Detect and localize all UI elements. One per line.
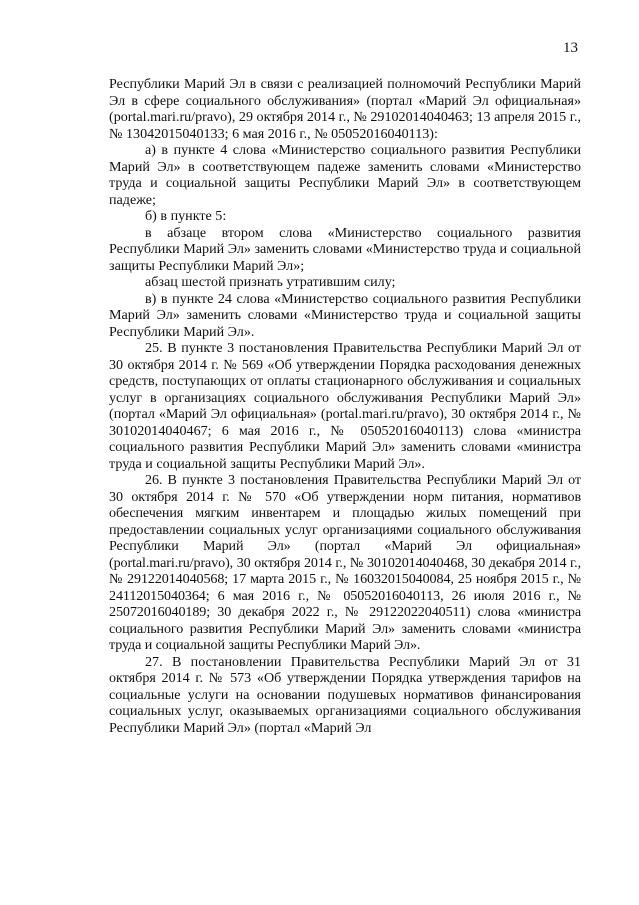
paragraph-26: 26. В пункте 3 постановления Правительства Республики Марий Эл от 30 октября 2014 г. № 570 «Об утверждении норм питания, нормативов обеспечения мягким инвентарем и площадью жилых помещений при предоставлении социальных услуг организациями социального обслуживания Республики Марий Эл» (портал «Марий Эл официальная» (portal.mari.ru/pravo), 30 октября 2014 г., № 30102014040468, 30 декабря 2014 г., № 29122014040568; 17 марта 2015 г., № 16032015040084, 25 ноября 2015 г., № 24112015040364; 6 мая 2016 г., № 05052016040113, 26 июля 2016 г., № 25072016040189; 30 декабря 2022 г., № 29122022040511) слова «министра социального развития Республики Марий Эл» заменить словами «министра труда и социальной защиты Республики Марий Эл». [109,472,581,653]
paragraph-25: 25. В пункте 3 постановления Правительства Республики Марий Эл от 30 октября 2014 г. № 569 «Об утверждении Порядка расходования денежных средств, поступающих от оплаты стационарного обслуживания и социальных услуг в организациях социального обслуживания Республики Марий Эл» (портал «Марий Эл официальная» (portal.mari.ru/pravo), 30 октября 2014 г., № 30102014040467; 6 мая 2016 г., № 05052016040113) слова «министра социального развития Республики Марий Эл» заменить словами «министра труда и социальной защиты Республики Марий Эл». [109,340,581,472]
paragraph-item-b-sixth-abzac: абзац шестой признать утратившим силу; [145,274,396,290]
paragraph-item-a: а) в пункте 4 слова «Министерство социального развития Республики Марий Эл» в соответствующем падеже заменить словами «Министерство труда и социальной защиты Республики Марий Эл» в соответствующем падеже; [109,142,581,208]
paragraph-item-b: б) в пункте 5: [145,208,227,224]
page-number: 13 [563,40,578,56]
paragraph-item-v: в) в пункте 24 слова «Министерство социального развития Республики Марий Эл» заменить словами «Министерство труда и социальной защиты Республики Марий Эл». [109,290,581,340]
document-body [109,76,581,736]
paragraph-continuation: Республики Марий Эл в связи с реализацией полномочий Республики Марий Эл в сфере социального обслуживания» (портал «Марий Эл официальная» (portal.mari.ru/pravo), 29 октября 2014 г., № 29102014040463; 13 апреля 2015 г., № 13042015040133; 6 мая 2016 г., № 05052016040113): [109,76,581,142]
paragraph-27: 27. В постановлении Правительства Республики Марий Эл от 31 октября 2014 г. № 573 «Об утверждении Порядка утверждения тарифов на социальные услуги на основании подушевых нормативов финансирования социальных услуг, оказываемых организациями социального обслуживания Республики Марий Эл» (портал «Марий Эл [109,653,581,736]
paragraph-item-b-second-abzac: в абзаце втором слова «Министерство социального развития Республики Марий Эл» заменить словами «Министерство труда и социальной защиты Республики Марий Эл»; [109,224,581,274]
